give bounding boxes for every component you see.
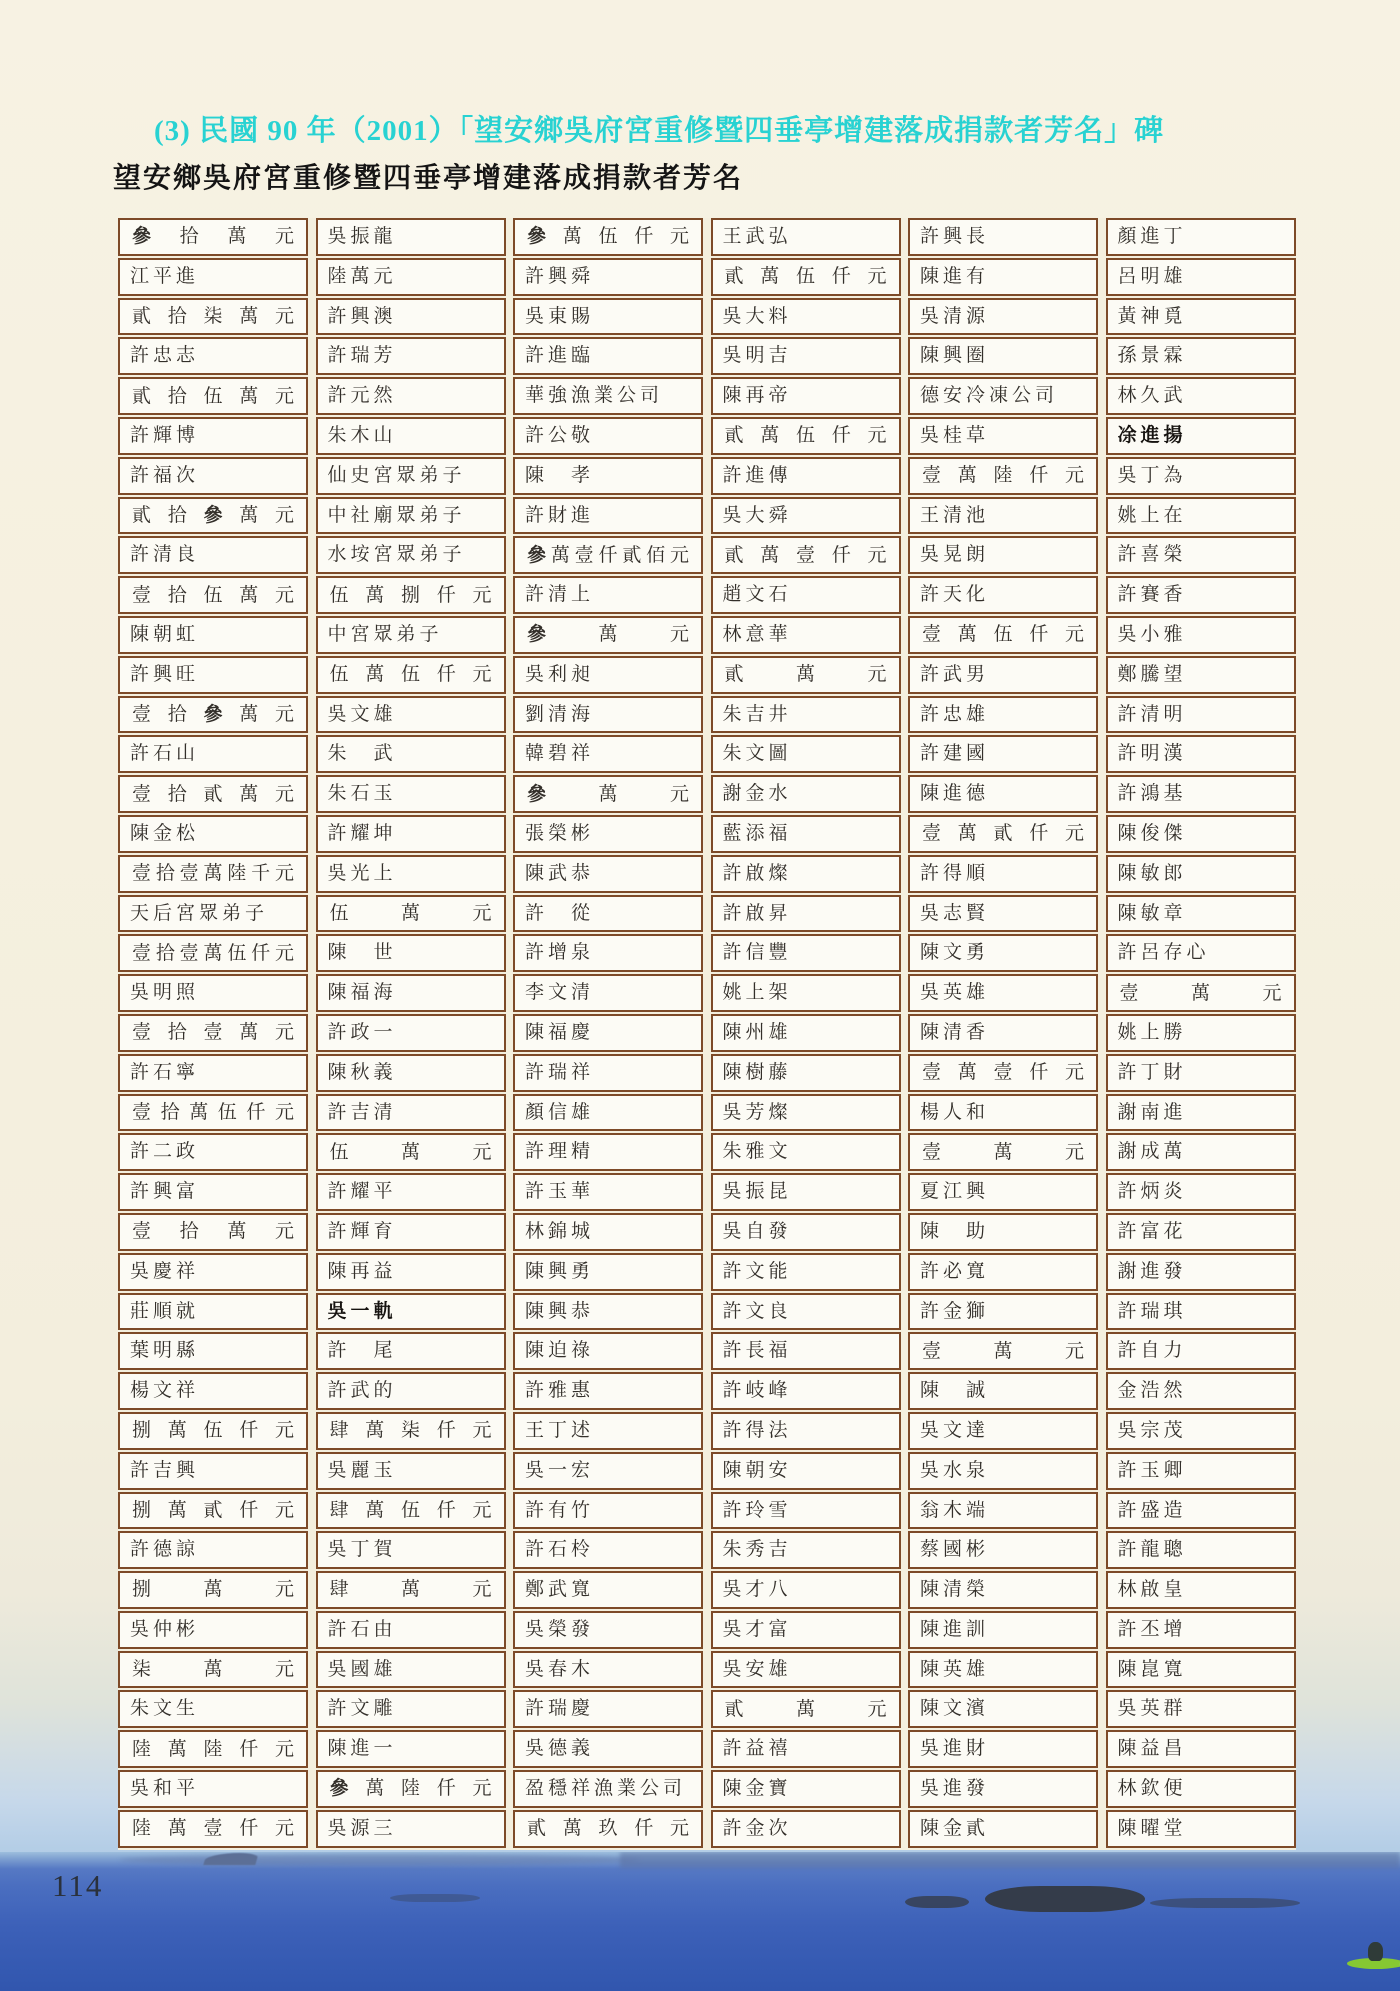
- donor-name-cell: 天后宮眾弟子: [118, 895, 308, 933]
- donor-name-cell: 許瑞慶: [513, 1690, 703, 1728]
- kayaker-figure: [1368, 1942, 1383, 1961]
- donor-name-cell: 林久武: [1106, 377, 1296, 415]
- donor-name-cell: 吳光上: [316, 855, 506, 893]
- amount-cell: 壹 萬 元: [908, 1332, 1098, 1370]
- donor-name-cell: 許石寧: [118, 1054, 308, 1092]
- donor-name-cell: 吳明照: [118, 974, 308, 1012]
- donor-name-cell: 許賽香: [1106, 576, 1296, 614]
- donor-name-cell: 吳和平: [118, 1770, 308, 1808]
- donor-name-cell: 孫景霖: [1106, 337, 1296, 375]
- donor-name-cell: 中宮眾弟子: [316, 616, 506, 654]
- amount-cell: 參 萬 伍 仟 元: [513, 218, 703, 256]
- donor-name-cell: 陳清香: [908, 1014, 1098, 1052]
- donor-name-cell: 許瑞琪: [1106, 1293, 1296, 1331]
- donor-name-cell: 陳清榮: [908, 1571, 1098, 1609]
- donor-name-cell: 陳崑寬: [1106, 1651, 1296, 1689]
- donor-name-cell: 王清池: [908, 497, 1098, 535]
- donor-name-cell: 陳朝虹: [118, 616, 308, 654]
- donor-name-cell: 許公敬: [513, 417, 703, 455]
- donor-name-cell: 華強漁業公司: [513, 377, 703, 415]
- donor-name-cell: 許益禧: [711, 1730, 901, 1768]
- donor-name-cell: 許興澳: [316, 298, 506, 336]
- donor-name-cell: 陳 孝: [513, 457, 703, 495]
- amount-cell: 伍 萬 伍 仟 元: [316, 656, 506, 694]
- amount-cell: 壹 拾 參 萬 元: [118, 696, 308, 734]
- donor-name-cell: 許文雕: [316, 1690, 506, 1728]
- donor-name-cell: 許瑞芳: [316, 337, 506, 375]
- donor-name-cell: 陳福海: [316, 974, 506, 1012]
- donor-name-cell: 朱秀吉: [711, 1531, 901, 1569]
- donor-name-cell: 吳國雄: [316, 1651, 506, 1689]
- donor-name-cell: 許龍聰: [1106, 1531, 1296, 1569]
- donor-name-cell: 翁木端: [908, 1492, 1098, 1530]
- donor-name-cell: 朱石玉: [316, 775, 506, 813]
- donor-name-cell: 許輝博: [118, 417, 308, 455]
- donor-name-cell: 李文清: [513, 974, 703, 1012]
- donor-name-cell: 許進臨: [513, 337, 703, 375]
- donor-column: [1106, 218, 1296, 1850]
- rock-small: [905, 1896, 969, 1908]
- donor-name-cell: 許雅惠: [513, 1372, 703, 1410]
- donor-name-cell: 許石山: [118, 735, 308, 773]
- donor-name-cell: 吳宗茂: [1106, 1412, 1296, 1450]
- donor-name-cell: 吳英群: [1106, 1690, 1296, 1728]
- donor-name-cell: 呂明雄: [1106, 258, 1296, 296]
- amount-cell: 捌 萬 貳 仟 元: [118, 1492, 308, 1530]
- donor-name-cell: 陳武恭: [513, 855, 703, 893]
- donor-name-cell: 許忠志: [118, 337, 308, 375]
- amount-cell: 壹 拾 壹 萬 陸 千 元: [118, 855, 308, 893]
- donor-name-cell: 許 尾: [316, 1332, 506, 1370]
- donor-name-cell: 許元然: [316, 377, 506, 415]
- donor-name-cell: 許富花: [1106, 1213, 1296, 1251]
- donor-name-cell: 吳麗玉: [316, 1452, 506, 1490]
- donor-name-cell: 吳仲彬: [118, 1611, 308, 1649]
- amount-cell: 伍 萬 捌 仟 元: [316, 576, 506, 614]
- donor-name-cell: 吳源三: [316, 1810, 506, 1848]
- amount-cell: 陸 萬 陸 仟 元: [118, 1730, 308, 1768]
- donor-name-cell: 盈穩祥漁業公司: [513, 1770, 703, 1808]
- donor-name-cell: 吳丁為: [1106, 457, 1296, 495]
- donor-name-cell: 許玉卿: [1106, 1452, 1296, 1490]
- donor-name-cell: 吳明吉: [711, 337, 901, 375]
- donor-name-cell: 陳興圈: [908, 337, 1098, 375]
- donor-name-cell: 朱文生: [118, 1690, 308, 1728]
- rock-faint-strip: [390, 1894, 480, 1902]
- donor-name-cell: 陳 助: [908, 1213, 1098, 1251]
- donor-name-cell: 許興旺: [118, 656, 308, 694]
- donor-name-cell: 吳安雄: [711, 1651, 901, 1689]
- donor-name-cell: 許清上: [513, 576, 703, 614]
- amount-cell: 柒 萬 元: [118, 1651, 308, 1689]
- donor-name-cell: 吳一宏: [513, 1452, 703, 1490]
- donor-name-cell: 許明漢: [1106, 735, 1296, 773]
- donor-name-cell: 許清良: [118, 536, 308, 574]
- amount-cell: 壹 拾 貳 萬 元: [118, 775, 308, 813]
- donor-name-cell: 許信豐: [711, 934, 901, 972]
- donor-name-cell: 許喜榮: [1106, 536, 1296, 574]
- donor-name-cell: 吳振昆: [711, 1173, 901, 1211]
- donor-name-cell: 吳小雅: [1106, 616, 1296, 654]
- donor-name-cell: 吳進發: [908, 1770, 1098, 1808]
- donor-name-cell: 蔡國彬: [908, 1531, 1098, 1569]
- donor-name-cell: 姚上在: [1106, 497, 1296, 535]
- donor-name-cell: 陳益昌: [1106, 1730, 1296, 1768]
- donor-name-cell: 鄭騰望: [1106, 656, 1296, 694]
- donor-name-cell: 許 從: [513, 895, 703, 933]
- donor-name-cell: 陳州雄: [711, 1014, 901, 1052]
- amount-cell: 壹 拾 壹 萬 元: [118, 1014, 308, 1052]
- donor-name-cell: 許吉興: [118, 1452, 308, 1490]
- donor-name-cell: 許金獅: [908, 1293, 1098, 1331]
- donor-name-cell: 吳德義: [513, 1730, 703, 1768]
- donor-name-cell: 吳水泉: [908, 1452, 1098, 1490]
- donor-name-cell: 許忠雄: [908, 696, 1098, 734]
- donor-name-cell: 楊文祥: [118, 1372, 308, 1410]
- rock-reef-strip: [1150, 1898, 1300, 1908]
- donor-name-cell: 吳芳燦: [711, 1094, 901, 1132]
- amount-cell: 壹 萬 伍 仟 元: [908, 616, 1098, 654]
- donor-name-cell: 吳清源: [908, 298, 1098, 336]
- donor-name-cell: 許金次: [711, 1810, 901, 1848]
- donor-name-cell: 陳金寶: [711, 1770, 901, 1808]
- donor-name-cell: 許玉華: [513, 1173, 703, 1211]
- donor-column: [513, 218, 703, 1850]
- donor-name-cell: 顏進丁: [1106, 218, 1296, 256]
- donor-name-cell: 姚上勝: [1106, 1014, 1296, 1052]
- donor-name-cell: 吳桂草: [908, 417, 1098, 455]
- amount-cell: 壹 拾 伍 萬 元: [118, 576, 308, 614]
- donor-name-cell: 陳進訓: [908, 1611, 1098, 1649]
- donor-name-cell: 許福次: [118, 457, 308, 495]
- donor-name-cell: 楊人和: [908, 1094, 1098, 1132]
- donor-name-cell: 吳英雄: [908, 974, 1098, 1012]
- donor-name-cell: 水垵宮眾弟子: [316, 536, 506, 574]
- donor-name-cell: 許天化: [908, 576, 1098, 614]
- donor-name-cell: 朱木山: [316, 417, 506, 455]
- amount-cell: 貳 萬 伍 仟 元: [711, 258, 901, 296]
- donor-name-cell: 許吉清: [316, 1094, 506, 1132]
- donor-name-cell: 劉清海: [513, 696, 703, 734]
- donor-name-cell: 吳東賜: [513, 298, 703, 336]
- donor-name-cell: 許石由: [316, 1611, 506, 1649]
- donor-name-cell: 許進傳: [711, 457, 901, 495]
- donor-name-cell: 陳英雄: [908, 1651, 1098, 1689]
- donor-name-cell: 許興舜: [513, 258, 703, 296]
- donor-name-cell: 吳自發: [711, 1213, 901, 1251]
- donor-name-cell: 許盛造: [1106, 1492, 1296, 1530]
- donor-name-cell: 陳興勇: [513, 1253, 703, 1291]
- donor-name-cell: 許玲雪: [711, 1492, 901, 1530]
- donor-name-cell: 中社廟眾弟子: [316, 497, 506, 535]
- amount-cell: 貳 拾 柒 萬 元: [118, 298, 308, 336]
- amount-cell: 壹 拾 萬 伍 仟 元: [118, 1094, 308, 1132]
- donor-name-cell: 陳 誠: [908, 1372, 1098, 1410]
- donor-name-cell: 趙文石: [711, 576, 901, 614]
- donor-name-cell: 王丁述: [513, 1412, 703, 1450]
- donor-name-cell: 朱文圖: [711, 735, 901, 773]
- donor-name-cell: 陳朝安: [711, 1452, 901, 1490]
- donor-name-cell: 林錦城: [513, 1213, 703, 1251]
- donor-name-cell: 陳興恭: [513, 1293, 703, 1331]
- donor-name-cell: 許瑞祥: [513, 1054, 703, 1092]
- donor-name-cell: 許得順: [908, 855, 1098, 893]
- donor-column: [711, 218, 901, 1850]
- rock-cluster: [985, 1886, 1145, 1912]
- donor-name-cell: 朱吉井: [711, 696, 901, 734]
- donor-name-cell: 仙史宮眾弟子: [316, 457, 506, 495]
- donor-name-cell: 林啟皇: [1106, 1571, 1296, 1609]
- donor-name-cell: 陳再益: [316, 1253, 506, 1291]
- donor-table: [118, 218, 1296, 1850]
- donor-name-cell: 謝金水: [711, 775, 901, 813]
- amount-cell: 肆 萬 元: [316, 1571, 506, 1609]
- amount-cell: 壹 拾 壹 萬 伍 仟 元: [118, 934, 308, 972]
- donor-name-cell: 陳文勇: [908, 934, 1098, 972]
- donor-name-cell: 吳大料: [711, 298, 901, 336]
- amount-cell: 肆 萬 柒 仟 元: [316, 1412, 506, 1450]
- donor-name-cell: 許自力: [1106, 1332, 1296, 1370]
- donor-name-cell: 吳榮發: [513, 1611, 703, 1649]
- donor-name-cell: 吳晃朗: [908, 536, 1098, 574]
- amount-cell: 壹 萬 元: [1106, 974, 1296, 1012]
- donor-name-cell: 德安冷凍公司: [908, 377, 1098, 415]
- donor-name-cell: 韓碧祥: [513, 735, 703, 773]
- donor-name-cell: 張榮彬: [513, 815, 703, 853]
- donor-name-cell: 許丕增: [1106, 1611, 1296, 1649]
- donor-name-cell: 凃進揚: [1106, 417, 1296, 455]
- donor-name-cell: 吳一軌: [316, 1293, 506, 1331]
- donor-name-cell: 許文良: [711, 1293, 901, 1331]
- donor-column: [316, 218, 506, 1850]
- donor-name-cell: 許啟昇: [711, 895, 901, 933]
- donor-name-cell: 林意華: [711, 616, 901, 654]
- donor-name-cell: 許理精: [513, 1133, 703, 1171]
- amount-cell: 捌 萬 伍 仟 元: [118, 1412, 308, 1450]
- donor-name-cell: 謝南進: [1106, 1094, 1296, 1132]
- amount-cell: 貳 萬 壹 仟 元: [711, 536, 901, 574]
- donor-name-cell: 許輝育: [316, 1213, 506, 1251]
- amount-cell: 參 萬 元: [513, 616, 703, 654]
- amount-cell: 壹 萬 壹 仟 元: [908, 1054, 1098, 1092]
- donor-name-cell: 吳利昶: [513, 656, 703, 694]
- donor-name-cell: 許耀平: [316, 1173, 506, 1211]
- donor-name-cell: 陳秋義: [316, 1054, 506, 1092]
- donor-name-cell: 謝成萬: [1106, 1133, 1296, 1171]
- donor-name-cell: 陳文濱: [908, 1690, 1098, 1728]
- donor-column: [118, 218, 308, 1850]
- donor-name-cell: 朱雅文: [711, 1133, 901, 1171]
- donor-name-cell: 許建國: [908, 735, 1098, 773]
- amount-cell: 參 萬 壹 仟 貳 佰 元: [513, 536, 703, 574]
- donor-name-cell: 金浩然: [1106, 1372, 1296, 1410]
- amount-cell: 貳 拾 參 萬 元: [118, 497, 308, 535]
- donor-name-cell: 陳進德: [908, 775, 1098, 813]
- donor-name-cell: 吳進財: [908, 1730, 1098, 1768]
- amount-cell: 陸 萬 壹 仟 元: [118, 1810, 308, 1848]
- donor-name-cell: 許鴻基: [1106, 775, 1296, 813]
- amount-cell: 壹 萬 元: [908, 1133, 1098, 1171]
- amount-cell: 肆 萬 伍 仟 元: [316, 1492, 506, 1530]
- donor-name-cell: 夏江興: [908, 1173, 1098, 1211]
- donor-name-cell: 陳樹藤: [711, 1054, 901, 1092]
- donor-name-cell: 葉明縣: [118, 1332, 308, 1370]
- donor-name-cell: 陳俊傑: [1106, 815, 1296, 853]
- donor-name-cell: 吳慶祥: [118, 1253, 308, 1291]
- donor-name-cell: 許岐峰: [711, 1372, 901, 1410]
- donor-name-cell: 陳曜堂: [1106, 1810, 1296, 1848]
- amount-cell: 貳 萬 元: [711, 656, 901, 694]
- donor-name-cell: 許興長: [908, 218, 1098, 256]
- donor-name-cell: 陸萬元: [316, 258, 506, 296]
- donor-name-cell: 顏信雄: [513, 1094, 703, 1132]
- donor-name-cell: 陳福慶: [513, 1014, 703, 1052]
- donor-name-cell: 許耀坤: [316, 815, 506, 853]
- amount-cell: 貳 萬 玖 仟 元: [513, 1810, 703, 1848]
- horizon-haze-left: [120, 1854, 640, 1866]
- donor-name-cell: 陳再帝: [711, 377, 901, 415]
- donor-name-cell: 許政一: [316, 1014, 506, 1052]
- donor-name-cell: 謝進發: [1106, 1253, 1296, 1291]
- donor-name-cell: 陳進一: [316, 1730, 506, 1768]
- donor-name-cell: 許武的: [316, 1372, 506, 1410]
- donor-name-cell: 許二政: [118, 1133, 308, 1171]
- donor-name-cell: 許呂存心: [1106, 934, 1296, 972]
- donor-name-cell: 許必寬: [908, 1253, 1098, 1291]
- donor-name-cell: 吳才八: [711, 1571, 901, 1609]
- amount-cell: 伍 萬 元: [316, 895, 506, 933]
- amount-cell: 伍 萬 元: [316, 1133, 506, 1171]
- donor-name-cell: 許啟燦: [711, 855, 901, 893]
- amount-cell: 參 拾 萬 元: [118, 218, 308, 256]
- donor-name-cell: 鄭武寬: [513, 1571, 703, 1609]
- donor-name-cell: 陳敏章: [1106, 895, 1296, 933]
- donor-name-cell: 陳迫祿: [513, 1332, 703, 1370]
- page-number: 114: [52, 1868, 104, 1903]
- donor-name-cell: 吳丁賀: [316, 1531, 506, 1569]
- page-heading: (3) 民國 90 年（2001）「望安鄉吳府宮重修暨四垂亭增建落成捐款者芳名」碑: [154, 115, 1165, 147]
- donor-name-cell: 陳敏郎: [1106, 855, 1296, 893]
- donor-name-cell: 吳文達: [908, 1412, 1098, 1450]
- amount-cell: 參 萬 陸 仟 元: [316, 1770, 506, 1808]
- amount-cell: 捌 萬 元: [118, 1571, 308, 1609]
- donor-name-cell: 許文能: [711, 1253, 901, 1291]
- donor-name-cell: 王武弘: [711, 218, 901, 256]
- amount-cell: 參 萬 元: [513, 775, 703, 813]
- donor-name-cell: 藍添福: [711, 815, 901, 853]
- amount-cell: 貳 拾 伍 萬 元: [118, 377, 308, 415]
- amount-cell: 壹 萬 陸 仟 元: [908, 457, 1098, 495]
- amount-cell: 壹 拾 萬 元: [118, 1213, 308, 1251]
- donor-name-cell: 吳才富: [711, 1611, 901, 1649]
- donor-name-cell: 朱 武: [316, 735, 506, 773]
- table-title: 望安鄉吳府宮重修暨四垂亭增建落成捐款者芳名: [113, 163, 744, 194]
- horizon-haze-right: [620, 1852, 1400, 1868]
- donor-name-cell: 陳金松: [118, 815, 308, 853]
- ocean-photo: [0, 1852, 1400, 1991]
- donor-name-cell: 陳金貳: [908, 1810, 1098, 1848]
- donor-name-cell: 許丁財: [1106, 1054, 1296, 1092]
- donor-name-cell: 許增泉: [513, 934, 703, 972]
- donor-name-cell: 許德諒: [118, 1531, 308, 1569]
- donor-name-cell: 陳 世: [316, 934, 506, 972]
- donor-name-cell: 吳振龍: [316, 218, 506, 256]
- donor-name-cell: 莊順就: [118, 1293, 308, 1331]
- donor-name-cell: 江平進: [118, 258, 308, 296]
- donor-name-cell: 姚上架: [711, 974, 901, 1012]
- donor-name-cell: 許財進: [513, 497, 703, 535]
- donor-name-cell: 許清明: [1106, 696, 1296, 734]
- amount-cell: 貳 萬 元: [711, 1690, 901, 1728]
- donor-name-cell: 陳進有: [908, 258, 1098, 296]
- donor-name-cell: 許長福: [711, 1332, 901, 1370]
- donor-name-cell: 許石柃: [513, 1531, 703, 1569]
- donor-name-cell: 吳大舜: [711, 497, 901, 535]
- amount-cell: 貳 萬 伍 仟 元: [711, 417, 901, 455]
- donor-name-cell: 許有竹: [513, 1492, 703, 1530]
- donor-name-cell: 許武男: [908, 656, 1098, 694]
- donor-name-cell: 許炳炎: [1106, 1173, 1296, 1211]
- donor-name-cell: 林欽便: [1106, 1770, 1296, 1808]
- donor-name-cell: 黃神覓: [1106, 298, 1296, 336]
- donor-name-cell: 吳志賢: [908, 895, 1098, 933]
- donor-name-cell: 吳文雄: [316, 696, 506, 734]
- donor-name-cell: 許興富: [118, 1173, 308, 1211]
- donor-name-cell: 許得法: [711, 1412, 901, 1450]
- donor-name-cell: 吳春木: [513, 1651, 703, 1689]
- amount-cell: 壹 萬 貳 仟 元: [908, 815, 1098, 853]
- donor-column: [908, 218, 1098, 1850]
